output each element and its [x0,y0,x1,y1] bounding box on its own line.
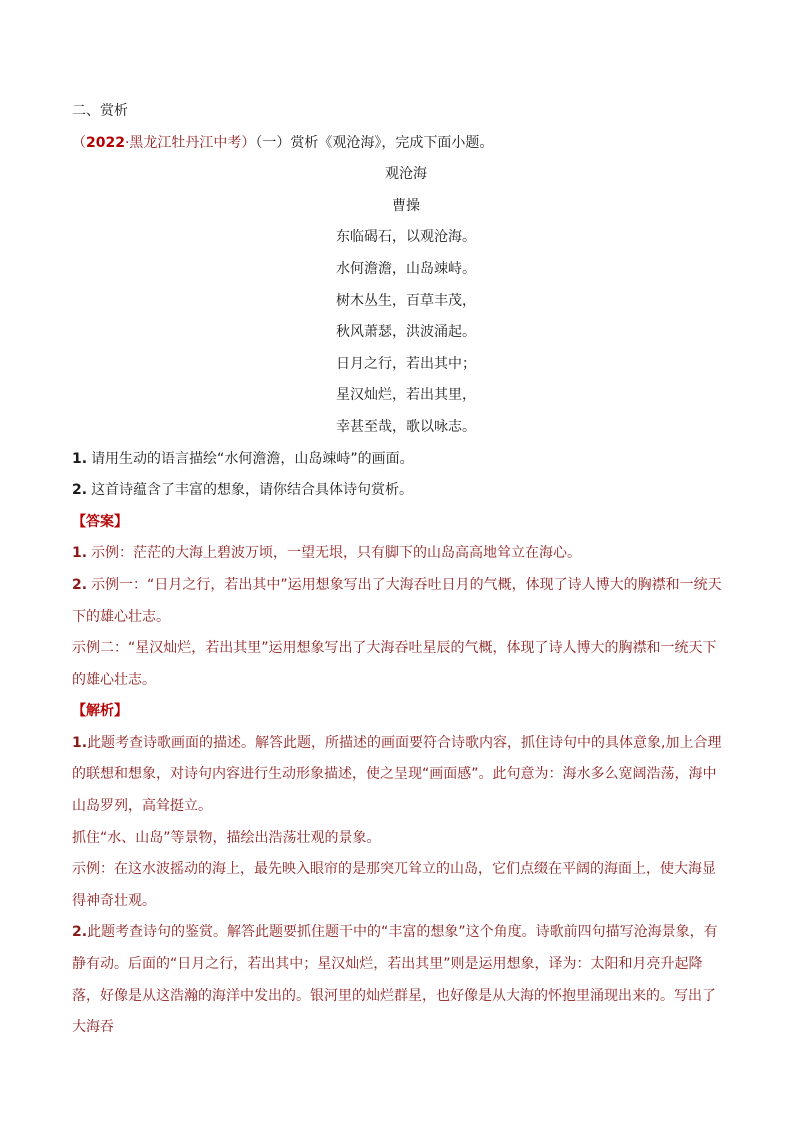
poem-title: 观沧海 [385,166,427,183]
intro-text: （一）赏析《观沧海》，完成下面小题。 [255,134,494,151]
source-close: ） [241,134,256,151]
answer-number: 2. [72,576,88,593]
poem-line: 星汉灿烂，若出其里， [336,387,476,404]
question-number: 1. [72,450,88,467]
analysis-number: 1. [72,734,88,751]
source-name: ·黑龙江牡丹江中考 [124,134,242,151]
poem-line: 东临碣石，以观沧海。 [336,229,476,246]
answer-1 [72,538,724,570]
answer-text: 示例一：“日月之行，若出其中”运用想象写出了大海吞吐日月的气概，体现了诗人博大的胸襟和一统天下的雄心壮志。 [72,576,722,625]
poem-line: 日月之行，若出其中； [336,355,476,372]
question-text: 请用生动的语言描绘“水何澹澹，山岛竦峙”的画面。 [91,450,414,467]
question-intro [72,128,724,160]
poem-line: 树木丛生，百草丰茂， [336,292,476,309]
question-2 [72,475,724,507]
analysis-1-example: 示例：在这水波摇动的海上，最先映入眼帘的是那突兀耸立的山岛，它们点缀在平阔的海面上，使大海显得神奇壮观。 [72,861,716,909]
section-heading: 二、赏析 [72,103,128,119]
analysis-1 [72,728,724,823]
analysis-text: 此题考查诗句的鉴赏。解答此题要抓住题干中的“丰富的想象”这个角度。诗歌前四句描写沧海景象，有静有动。后面的“日月之行，若出其中；星汉灿烂，若出其里”则是运用想象，译为：太阳和月亮升起降落，好像是从这浩瀚的海洋中发出的。银河里的灿烂群星，也好像是从大海的怀抱里涌现出来的。写出了大海吞 [72,924,718,1036]
source-open: （ [72,134,86,151]
question-text: 这首诗蕴含了丰富的想象，请你结合具体诗句赏析。 [91,482,414,499]
answer-label: 【答案】 [72,513,128,530]
document-page [72,96,724,1044]
poem-line: 水何澹澹，山岛竦峙。 [336,260,476,277]
poem-author: 曹操 [392,197,420,214]
answer-number: 1. [72,545,88,562]
question-1 [72,444,724,476]
answer-2 [72,570,724,633]
analysis-text: 此题考查诗歌画面的描述。解答此题，所描述的画面要符合诗歌内容，抓住诗句中的具体意象,加上合理的联想和想象，对诗句内容进行生动形象描述，使之呈现“画面感”。此句意为：海水多么宽阔浩荡，海中山岛罗列，高耸挺立。 [72,734,722,815]
analysis-1-point: 抓住“水、山岛”等景物，描绘出浩荡壮观的景象。 [72,829,381,846]
analysis-label: 【解析】 [72,703,128,720]
poem-line: 秋风萧瑟，洪波涌起。 [336,324,476,341]
question-number: 2. [72,482,88,499]
analysis-number: 2. [72,924,88,941]
poem-line: 幸甚至哉，歌以咏志。 [336,418,476,435]
source-year: 2022 [86,134,125,151]
answer-2-alt: 示例二：“星汉灿烂，若出其里”运用想象写出了大海吞吐星辰的气概，体现了诗人博大的胸襟和一统天下的雄心壮志。 [72,640,717,688]
answer-text: 示例：茫茫的大海上碧波万顷，一望无垠，只有脚下的山岛高高地耸立在海心。 [91,545,582,562]
analysis-2 [72,917,724,1043]
